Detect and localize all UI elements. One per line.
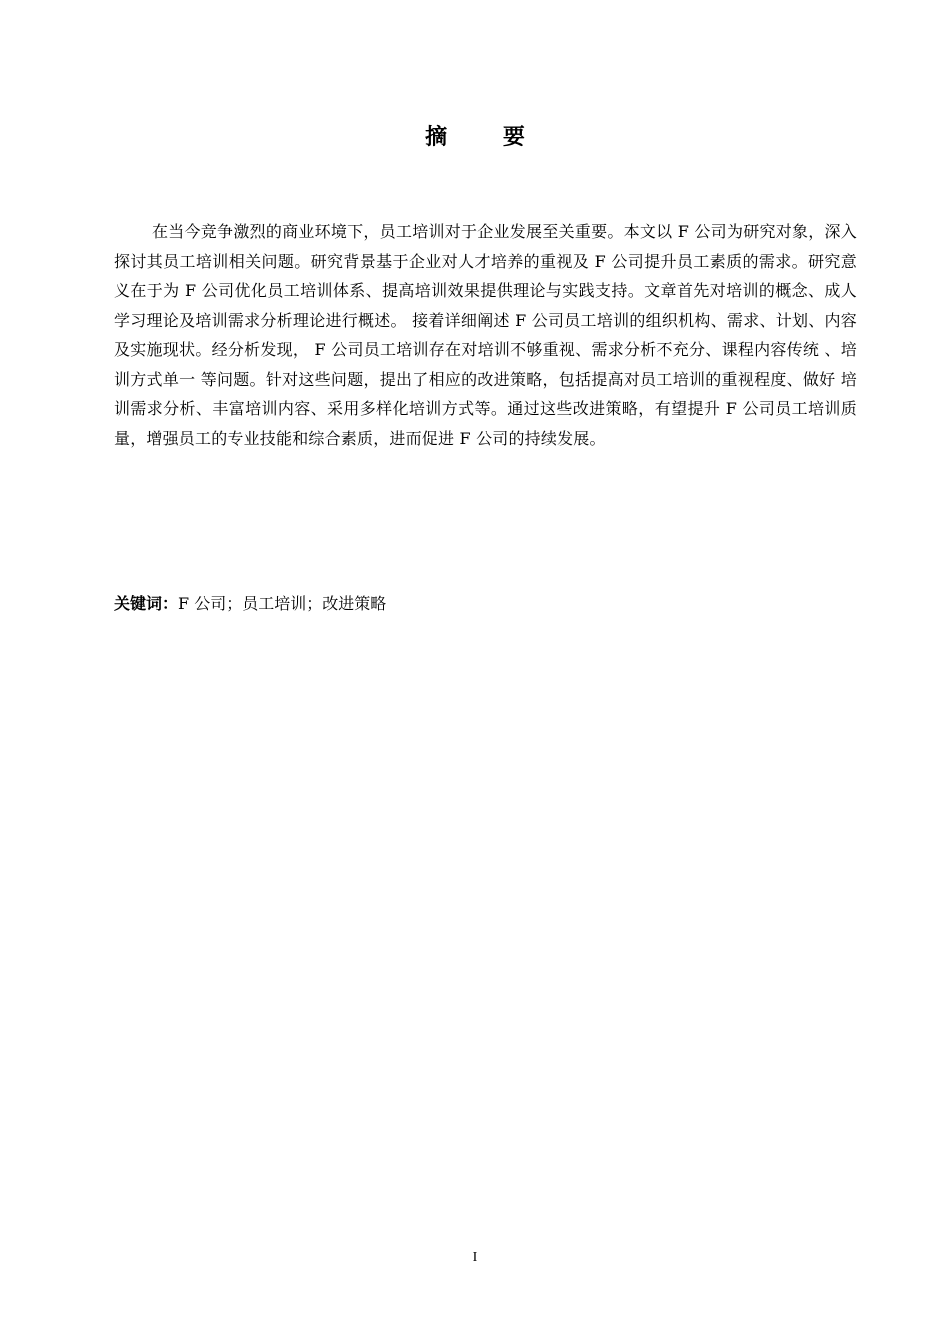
- keywords-line: [114, 592, 857, 616]
- keywords-text: F 公司；员工培训；改进策略: [178, 594, 387, 613]
- abstract-body: 在当今竞争激烈的商业环境下，员工培训对于企业发展至关重要。本文以 F 公司为研究对象，深入探讨其员工培训相关问题。研究背景基于企业对人才培养的重视及 F 公司提升员工素质的需求。研究意义在于为 F 公司优化员工培训体系、提高培训效果提供理论与实践支持。文章首先对培训的概念、成人学习理论及培训需求分析理论进行概述。 接着详细阐述 F 公司员工培训的组织机构、需求、计划、内容及实施现状。经分析发现， F 公司员工培训存在对培训不够重视、需求分析不充分、课程内容传统 、培训方式单一 等问题。针对这些问题，提出了相应的改进策略，包括提高对员工培训的重视程度、做好 培训需求分析、丰富培训内容、采用多样化培训方式等。通过这些改进策略，有望提升 F 公司员工培训质量，增强员工的专业技能和综合素质，进而促进 F 公司的持续发展。: [114, 222, 857, 448]
- keywords-label: 关键词：: [114, 594, 179, 613]
- abstract-title: 摘 要: [425, 125, 549, 150]
- page-number: I: [472, 1250, 478, 1265]
